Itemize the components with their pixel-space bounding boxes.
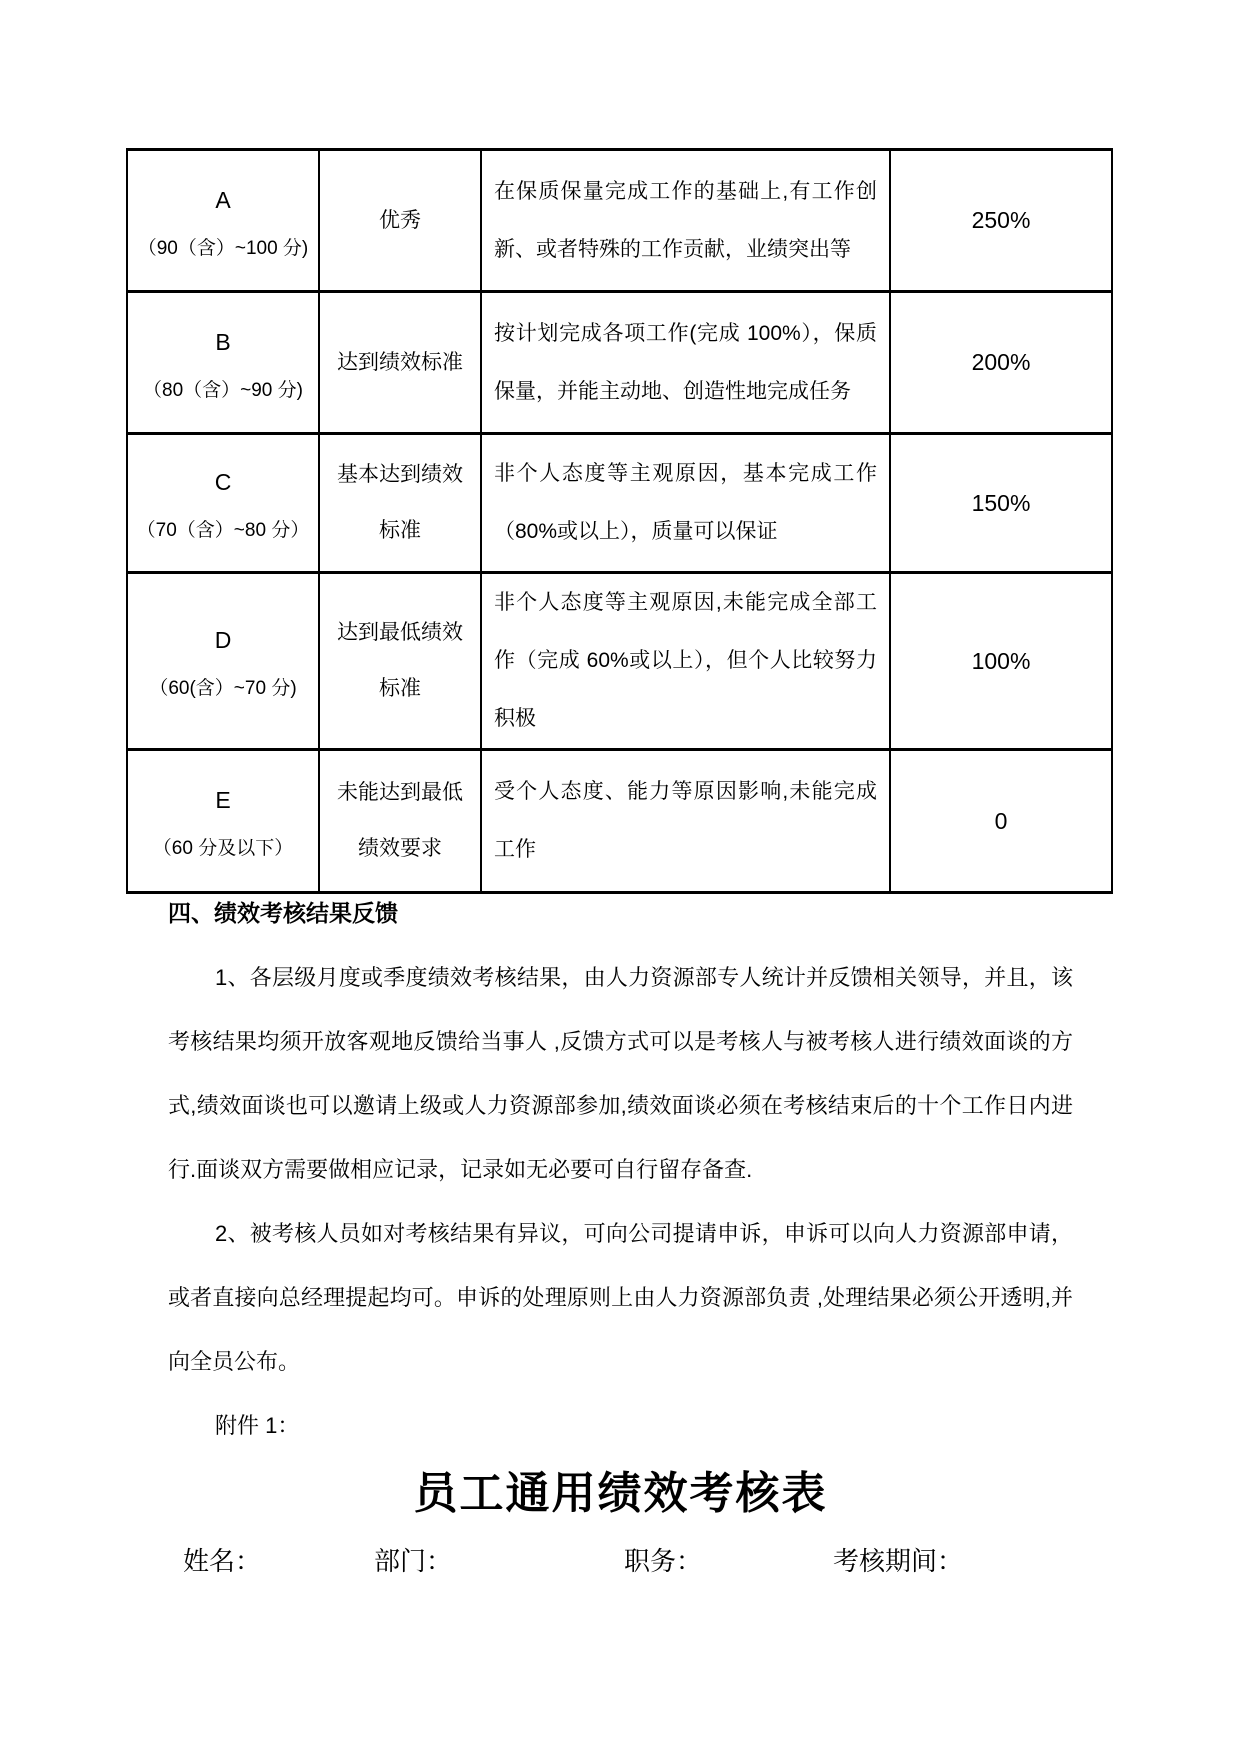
grade-coefficient-cell: 0: [890, 750, 1112, 893]
form-fields-row: [168, 1540, 1073, 1582]
table-row-grade-b: [127, 292, 1112, 434]
grade-level-cell: 达到绩效标准: [319, 292, 481, 434]
field-name-label: 姓名：: [183, 1546, 262, 1576]
grade-cell: [127, 750, 319, 893]
grade-level-cell: 未能达到最低绩效要求: [319, 750, 481, 893]
grade-cell: [127, 573, 319, 750]
grade-score-range: （60 分及以下）: [152, 838, 294, 859]
grade-score-range: （70（含）~80 分）: [136, 520, 310, 541]
attachment-label: 附件 1：: [215, 1413, 300, 1438]
grade-letter: D: [214, 627, 232, 653]
grade-coefficient-cell: 200%: [890, 292, 1112, 434]
grade-score-range: （80（含）~90 分): [143, 379, 303, 401]
grade-description-cell: 受个人态度、能力等原因影响,未能完成工作: [481, 750, 890, 893]
table-row-grade-d: [127, 573, 1112, 750]
field-department-label: 部门：: [374, 1546, 453, 1576]
grade-description-cell: 按计划完成各项工作(完成 100%），保质保量，并能主动地、创造性地完成任务: [481, 292, 890, 434]
grade-coefficient-cell: 150%: [890, 434, 1112, 573]
paragraph-feedback-2: 2、被考核人员如对考核结果有异议，可向公司提请申诉，申诉可以向人力资源部申请，或者直接向总经理提起均可。申诉的处理原则上由人力资源部负责 ,处理结果必须公开透明,并向全员公布。: [168, 1221, 1073, 1374]
grade-letter: A: [215, 186, 231, 213]
performance-grade-table: [126, 148, 1113, 894]
form-title: 员工通用绩效考核表: [413, 1469, 828, 1518]
grade-letter: C: [214, 469, 232, 495]
field-review-period-label: 考核期间：: [833, 1546, 964, 1576]
grade-cell: [127, 434, 319, 573]
grade-letter: E: [215, 787, 231, 813]
table-row-grade-e: [127, 750, 1112, 893]
grade-level-cell: 基本达到绩效标准: [319, 434, 481, 573]
grade-score-range: （60(含）~70 分): [149, 678, 297, 699]
grade-level-cell: 优秀: [319, 150, 481, 292]
grade-description-cell: 非个人态度等主观原因,未能完成全部工作（完成 60%或以上），但个人比较努力积极: [481, 573, 890, 750]
section-heading: 四、绩效考核结果反馈: [168, 900, 398, 926]
grade-cell: [127, 150, 319, 292]
grade-letter: B: [215, 328, 231, 355]
paragraph-feedback-1: 1、各层级月度或季度绩效考核结果，由人力资源部专人统计并反馈相关领导，并且，该考核结果均须开放客观地反馈给当事人 ,反馈方式可以是考核人与被考核人进行绩效面谈的方式,绩效面谈也可以邀请上级或人力资源部参加,绩效面谈必须在考核结束后的十个工作日内进行.面谈双方需要做相应记录，记录如无必要可自行留存备查.: [168, 965, 1073, 1182]
table-row-grade-c: [127, 434, 1112, 573]
grade-score-range: （90（含）~100 分): [137, 237, 309, 259]
grade-description-cell: 在保质保量完成工作的基础上,有工作创新、或者特殊的工作贡献，业绩突出等: [481, 150, 890, 292]
body-text-block: [168, 898, 1073, 1582]
table-row-grade-a: [127, 150, 1112, 292]
grade-coefficient-cell: 100%: [890, 573, 1112, 750]
grade-level-cell: 达到最低绩效标准: [319, 573, 481, 750]
field-position-label: 职务：: [624, 1546, 703, 1576]
grade-coefficient-cell: 250%: [890, 150, 1112, 292]
grade-cell: [127, 292, 319, 434]
grade-description-cell: 非个人态度等主观原因，基本完成工作（80%或以上），质量可以保证: [481, 434, 890, 573]
